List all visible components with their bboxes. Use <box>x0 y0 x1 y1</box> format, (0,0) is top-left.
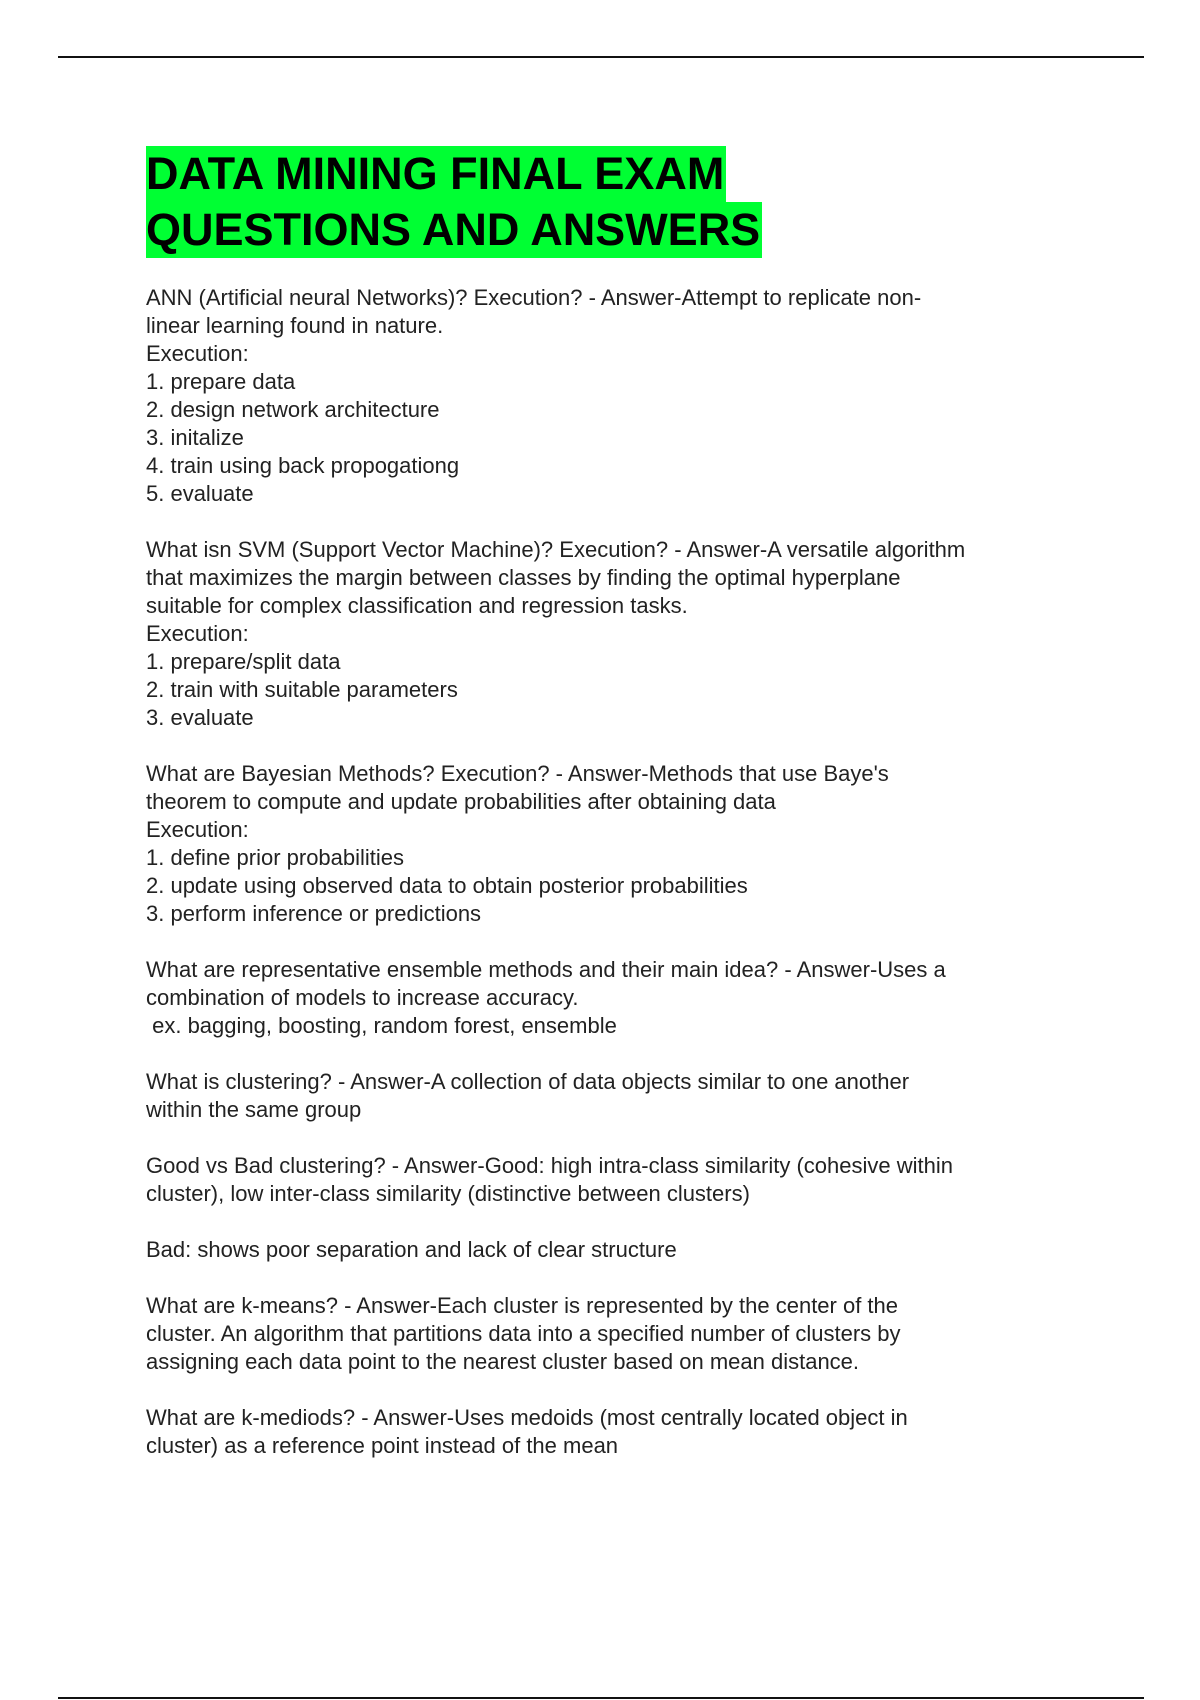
text-line: 4. train using back propogationg <box>146 453 460 478</box>
text-line: 5. evaluate <box>146 481 254 506</box>
qa-paragraph <box>146 956 1066 1040</box>
text-line: Bad: shows poor separation and lack of clear structure <box>146 1237 677 1262</box>
text-line: 2. design network architecture <box>146 397 440 422</box>
text-line: ANN (Artificial neural Networks)? Execution? - Answer-Attempt to replicate non- <box>146 285 922 310</box>
qa-paragraph <box>146 1236 1066 1264</box>
text-line: Execution: <box>146 817 249 842</box>
text-line: What are k-mediods? - Answer-Uses medoids (most centrally located object in <box>146 1405 908 1430</box>
text-line: assigning each data point to the nearest cluster based on mean distance. <box>146 1349 860 1374</box>
qa-paragraph <box>146 284 1066 508</box>
text-line: within the same group <box>146 1097 362 1122</box>
text-line: What are representative ensemble methods and their main idea? - Answer-Uses a <box>146 957 946 982</box>
qa-list <box>146 284 1066 1460</box>
qa-paragraph <box>146 760 1066 928</box>
text-line: cluster. An algorithm that partitions data into a specified number of clusters by <box>146 1321 901 1346</box>
text-line: theorem to compute and update probabilities after obtaining data <box>146 789 776 814</box>
title-line-1: DATA MINING FINAL EXAM <box>146 146 726 202</box>
text-line: 3. evaluate <box>146 705 254 730</box>
text-line: Execution: <box>146 621 249 646</box>
footer-rule <box>58 1697 1144 1699</box>
text-line: 1. prepare data <box>146 369 296 394</box>
text-line: 2. update using observed data to obtain posterior probabilities <box>146 873 748 898</box>
qa-paragraph <box>146 1152 1066 1208</box>
text-line: 2. train with suitable parameters <box>146 677 458 702</box>
qa-paragraph <box>146 536 1066 732</box>
qa-item <box>146 536 1066 732</box>
qa-item <box>146 1404 1066 1460</box>
qa-item <box>146 284 1066 508</box>
text-line: that maximizes the margin between classes by finding the optimal hyperplane <box>146 565 901 590</box>
text-line: 1. prepare/split data <box>146 649 341 674</box>
qa-item <box>146 956 1066 1040</box>
text-line: combination of models to increase accuracy. <box>146 985 579 1010</box>
qa-paragraph <box>146 1292 1066 1376</box>
qa-item <box>146 1292 1066 1376</box>
text-line: Execution: <box>146 341 249 366</box>
text-line: Good vs Bad clustering? - Answer-Good: high intra-class similarity (cohesive within <box>146 1153 953 1178</box>
text-line: 3. perform inference or predictions <box>146 901 482 926</box>
qa-paragraph <box>146 1404 1066 1460</box>
text-line: cluster), low inter-class similarity (distinctive between clusters) <box>146 1181 750 1206</box>
header-rule <box>58 56 1144 58</box>
qa-item <box>146 760 1066 928</box>
title-line-2: QUESTIONS AND ANSWERS <box>146 202 762 258</box>
qa-paragraph <box>146 1068 1066 1124</box>
text-line: What are Bayesian Methods? Execution? - Answer-Methods that use Baye's <box>146 761 889 786</box>
text-line: cluster) as a reference point instead of the mean <box>146 1433 619 1458</box>
text-line: What are k-means? - Answer-Each cluster is represented by the center of the <box>146 1293 899 1318</box>
text-line: 1. define prior probabilities <box>146 845 405 870</box>
document-body <box>146 146 1066 1488</box>
document-title <box>146 146 1066 258</box>
text-line: linear learning found in nature. <box>146 313 444 338</box>
qa-item <box>146 1152 1066 1264</box>
text-line: What is clustering? - Answer-A collection of data objects similar to one another <box>146 1069 910 1094</box>
text-line: 3. initalize <box>146 425 244 450</box>
text-line: suitable for complex classification and regression tasks. <box>146 593 688 618</box>
qa-item <box>146 1068 1066 1124</box>
text-line: ex. bagging, boosting, random forest, ensemble <box>146 1013 617 1038</box>
text-line: What isn SVM (Support Vector Machine)? Execution? - Answer-A versatile algorithm <box>146 537 966 562</box>
